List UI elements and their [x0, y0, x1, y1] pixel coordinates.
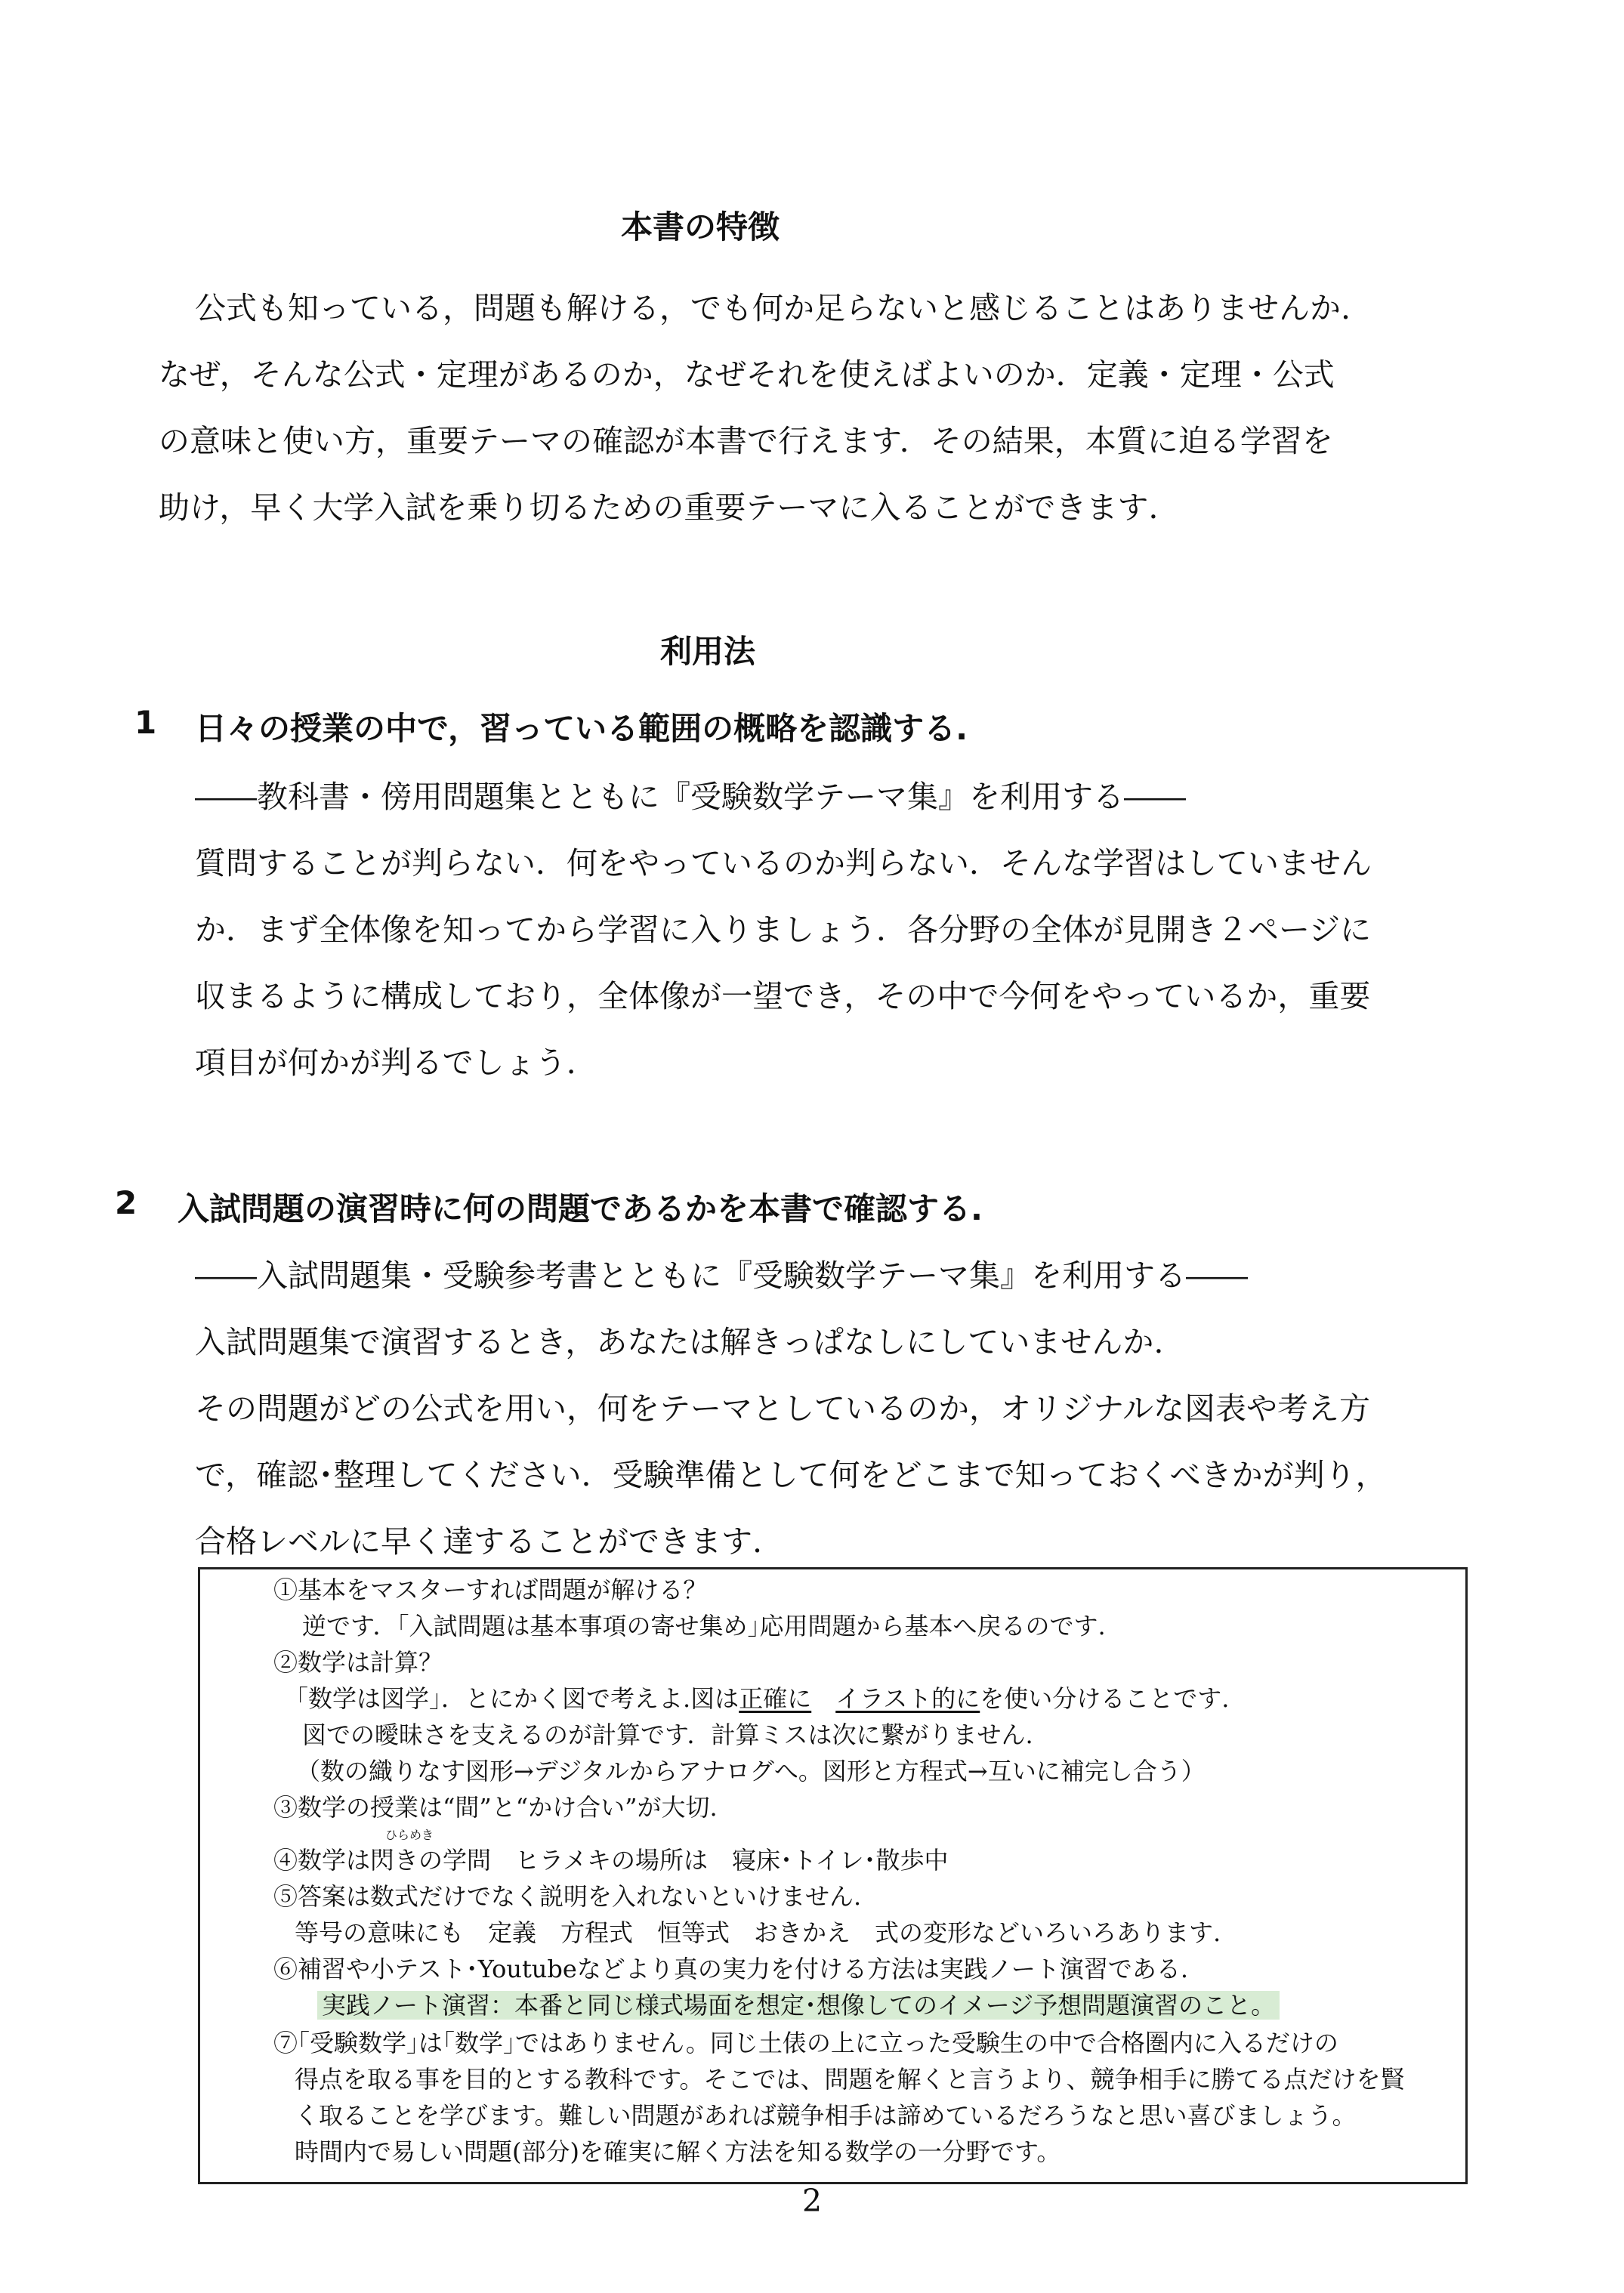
note-6-highlight: [317, 1986, 1280, 2021]
section1-line-1: 質問することが判らない．何をやっているのか判らない．そんな学習はしていません: [195, 845, 1372, 881]
note-7-line-3: く取ることを学びます。難しい問題があれば競争相手は諦めているだろうなと思い喜びましょう。: [295, 2101, 1357, 2130]
note-2-detail-1-gap: [811, 1684, 835, 1713]
note-7-line-2: 得点を取る事を目的とする教科です。そこでは、問題を解くと言うより、競争相手に勝てる点だけを賢: [295, 2065, 1405, 2094]
section2-subtitle: ――入試問題集・受験参考書とともに『受験数学テーマ集』を利用する――: [195, 1258, 1248, 1294]
features-line-1: 公式も知っている，問題も解ける，でも何か足らないと感じることはありませんか.: [195, 290, 1351, 326]
note-3: ③数学の授業は“間”と“かけ合い”が大切.: [273, 1793, 718, 1822]
page-number: 2: [802, 2183, 823, 2219]
highlight-text: 実践ノート演習：本番と同じ様式場面を想定･想像してのイメージ予想問題演習のこと。: [317, 1991, 1280, 2020]
features-title: 本書の特徴: [621, 208, 780, 245]
note-1-detail: 逆です．｢入試問題は基本事項の寄せ集め｣応用問題から基本へ戻るのです.: [302, 1612, 1106, 1640]
note-2-detail-2: 図での曖昧さを支えるのが計算です．計算ミスは次に繋がりません.: [302, 1721, 1033, 1749]
note-7-line-4: 時間内で易しい問題(部分)を確実に解く方法を知る数学の一分野です。: [295, 2137, 1061, 2166]
section1-line-4: 項目が何かが判るでしょう.: [195, 1045, 576, 1081]
section1-line-2: か．まず全体像を知ってから学習に入りましょう．各分野の全体が見開き２ページに: [195, 912, 1372, 948]
section2-heading: 入試問題の演習時に何の問題であるかを本書で確認する.: [178, 1190, 983, 1227]
features-line-3: の意味と使い方，重要テーマの確認が本書で行えます．その結果，本質に迫る学習を: [159, 423, 1333, 459]
section1-number: 1: [134, 704, 157, 741]
section2-line-1: 入試問題集で演習するとき，あなたは解きっぱなしにしていませんか.: [195, 1324, 1164, 1360]
note-1: ①基本をマスターすれば問題が解ける？: [273, 1575, 708, 1604]
underlined-accurate: 正確に: [739, 1684, 812, 1713]
note-2-detail-1-a: ｢数学は図学｣．とにかく図で考えよ.図は: [296, 1684, 739, 1713]
note-5: ⑤答案は数式だけでなく説明を入れないといけません.: [273, 1882, 862, 1911]
section2-line-4: 合格レベルに早く達することができます.: [195, 1523, 763, 1560]
note-2: ②数学は計算？: [273, 1648, 443, 1677]
section1-line-3: 収まるように構成しており，全体像が一望でき，その中で今何をやっているか，重要: [195, 978, 1371, 1014]
section1-subtitle: ――教科書・傍用問題集とともに『受験数学テーマ集』を利用する――: [195, 779, 1186, 815]
note-6: ⑥補習や小テスト･Youtubeなどより真の実力を付ける方法は実践ノート演習である.: [273, 1955, 1189, 1983]
section2-line-3: で，確認･整理してください．受験準備として何をどこまで知っておくべきかが判り，: [195, 1457, 1387, 1493]
usage-title: 利用法: [660, 633, 756, 670]
note-7: ⑦｢受験数学｣は｢数学｣ではありません。同じ土俵の上に立った受験生の中で合格圏内に入るだけの: [273, 2029, 1338, 2057]
note-2-detail-1-e: を使い分けることです.: [980, 1684, 1230, 1713]
note-4: ④数学は閃きの学問 ヒラメキの場所は 寝床･トイレ･散歩中: [273, 1846, 949, 1875]
ruby-hirameki: ひらめき: [385, 1828, 434, 1842]
note-2-detail-1: [296, 1680, 1229, 1714]
note-2-detail-3: （数の織りなす図形→デジタルからアナログへ。図形と方程式→互いに補完し合う）: [296, 1757, 1206, 1785]
underlined-illustrative: イラスト的に: [835, 1684, 980, 1713]
section2-line-2: その問題がどの公式を用い，何をテーマとしているのか，オリジナルな図表や考え方: [195, 1390, 1370, 1427]
section1-heading: 日々の授業の中で，習っている範囲の概略を認識する.: [195, 710, 968, 747]
section2-number: 2: [115, 1184, 137, 1221]
features-line-2: なぜ，そんな公式・定理があるのか，なぜそれを使えばよいのか．定義・定理・公式: [159, 356, 1335, 393]
note-5-detail: 等号の意味にも 定義 方程式 恒等式 おきかえ 式の変形などいろいろあります.: [295, 1918, 1221, 1947]
features-line-4: 助け，早く大学入試を乗り切るための重要テーマに入ることができます.: [159, 489, 1159, 526]
